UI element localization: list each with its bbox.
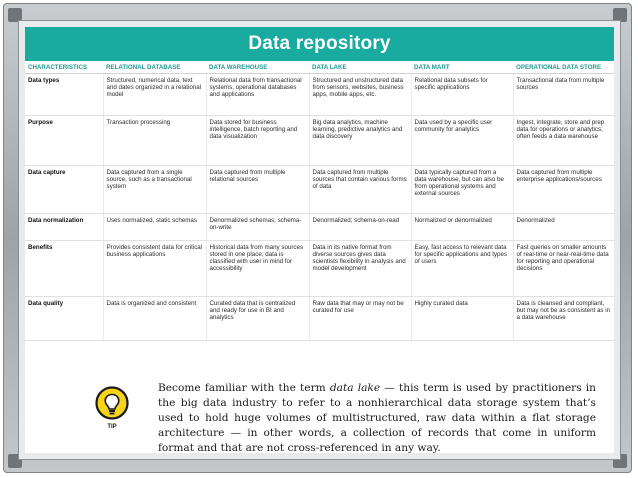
column-header: DATA LAKE: [309, 61, 411, 74]
tip-term: data lake: [329, 382, 381, 394]
table-cell: Relational data from transactional systems, operational databases and applications: [206, 74, 309, 116]
whiteboard-frame: [3, 3, 632, 473]
row-header: Data types: [25, 74, 103, 116]
table-cell: Data in its native format from diverse sources gives data scientists flexibility in analysis and model development: [309, 241, 411, 297]
tip-text-start: Become familiar with the term: [158, 382, 330, 394]
data-repository-table: [25, 61, 614, 341]
table-cell: Structured, numerical data, text and dates organized in a relational model: [103, 74, 206, 116]
table-cell: Data captured from multiple relational sources: [206, 166, 309, 214]
table-cell: Normalized or denormalized: [411, 214, 513, 241]
table-cell: Data captured from a single source, such as a transactional system: [103, 166, 206, 214]
table-cell: Data stored for business intelligence, batch reporting and data visualization: [206, 116, 309, 166]
table-cell: Data is cleansed and compliant, but may not be as consistent as in a data warehouse: [513, 297, 614, 341]
table-title: Data repository: [25, 27, 614, 61]
table-cell: Denormalized: [513, 214, 614, 241]
table-cell: Uses normalized, static schemas: [103, 214, 206, 241]
column-header: DATA WAREHOUSE: [206, 61, 309, 74]
table-cell: Historical data from many sources stored in one place; data is classified with user in mind for accessibility: [206, 241, 309, 297]
row-header: Data normalization: [25, 214, 103, 241]
column-header: CHARACTERISTICS: [25, 61, 103, 74]
board-surface: [18, 20, 621, 460]
table-row: [25, 214, 614, 241]
table-cell: Relational data subsets for specific applications: [411, 74, 513, 116]
table-cell: Data typically captured from a data warehouse, but can also be from operational systems and external sources: [411, 166, 513, 214]
page-content: [25, 27, 614, 453]
table-cell: Provides consistent data for critical business applications: [103, 241, 206, 297]
table-cell: Transactional data from multiple sources: [513, 74, 614, 116]
table-cell: Denormalized; schema-on-read: [309, 214, 411, 241]
tip-label: TIP: [107, 424, 117, 430]
table-cell: Data is organized and consistent: [103, 297, 206, 341]
table-row: [25, 166, 614, 214]
table-cell: Denormalized schemas; schema-on-write: [206, 214, 309, 241]
column-header: DATA MART: [411, 61, 513, 74]
table-cell: Big data analytics, machine learning, predictive analytics and data discovery: [309, 116, 411, 166]
tip-text: [158, 381, 596, 456]
table-cell: Transaction processing: [103, 116, 206, 166]
tip-text-end: — this term is used by practitioners in the big data industry to refer to a nonhierarchical data storage system that’s used to hold huge volumes of multistructured, raw data within a flat storage architecture — in other words, a collection of records that come in uniform format and that are not cross-referenced in any way.: [158, 382, 597, 454]
column-header: OPERATIONAL DATA STORE: [513, 61, 614, 74]
table-cell: Easy, fast access to relevant data for specific applications and types of users: [411, 241, 513, 297]
table-row: [25, 116, 614, 166]
table-cell: Curated data that is centralized and ready for use in BI and analytics: [206, 297, 309, 341]
table-cell: Ingest, integrate, store and prep data for operations or analytics; often feeds a data warehouse: [513, 116, 614, 166]
row-header: Purpose: [25, 116, 103, 166]
tip-section: [25, 372, 614, 453]
row-header: Data quality: [25, 297, 103, 341]
table-cell: Data captured from multiple sources that contain various forms of data: [309, 166, 411, 214]
table-row: [25, 74, 614, 116]
table-cell: Data used by a specific user community for analytics: [411, 116, 513, 166]
row-header: Benefits: [25, 241, 103, 297]
table-row: [25, 297, 614, 341]
table-cell: Structured and unstructured data from sensors, websites, business apps, mobile apps, etc.: [309, 74, 411, 116]
table-cell: Highly curated data: [411, 297, 513, 341]
table-cell: Fast queries on smaller amounts of real-time or near-real-time data for reporting and operational decisions: [513, 241, 614, 297]
table-cell: Raw data that may or may not be curated for use: [309, 297, 411, 341]
row-header: Data capture: [25, 166, 103, 214]
table-row: [25, 241, 614, 297]
table-header-row: [25, 61, 614, 74]
column-header: RELATIONAL DATABASE: [103, 61, 206, 74]
table-cell: Data captured from multiple enterprise applications/sources: [513, 166, 614, 214]
lightbulb-icon: [95, 386, 129, 420]
